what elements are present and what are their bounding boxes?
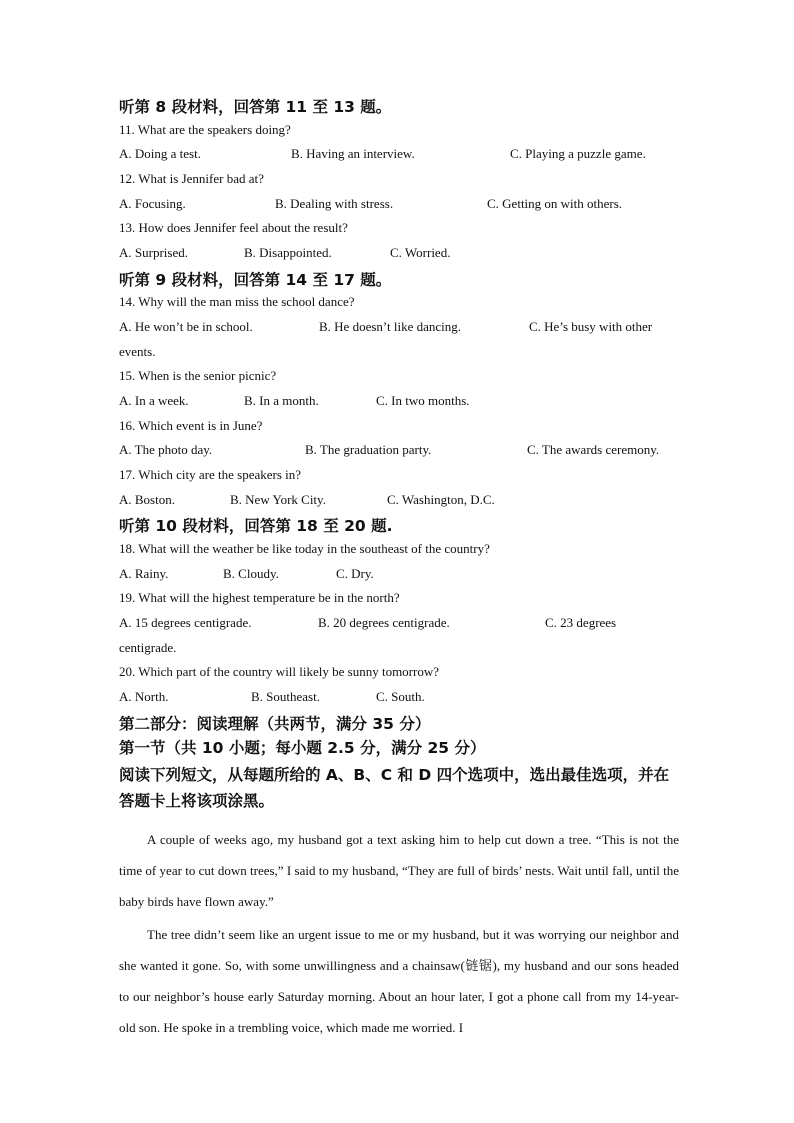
option-c: C. The awards ceremony. <box>527 442 660 458</box>
option-b: B. In a month. <box>244 392 319 408</box>
answer-options <box>119 614 679 639</box>
question-text: 12. What is Jennifer bad at? <box>119 170 264 186</box>
option-a: A. Rainy. <box>119 565 169 581</box>
option-a: A. North. <box>119 688 169 704</box>
option-b: B. He doesn’t like dancing. <box>319 318 462 334</box>
option-continuation: events. <box>119 343 156 359</box>
answer-options <box>119 565 679 590</box>
page-content <box>119 96 679 1043</box>
answer-options <box>119 318 679 343</box>
answer-options <box>119 491 679 516</box>
question-text: 16. Which event is in June? <box>119 417 263 433</box>
part-title: 第二部分：阅读理解（共两节，满分 35 分） <box>119 714 431 733</box>
question-text: 11. What are the speakers doing? <box>119 121 291 137</box>
option-a: A. He won’t be in school. <box>119 318 253 334</box>
option-b: B. New York City. <box>230 491 326 507</box>
option-b: B. 20 degrees centigrade. <box>318 614 450 630</box>
question-text: 13. How does Jennifer feel about the result? <box>119 220 348 236</box>
option-a: A. Boston. <box>119 491 175 507</box>
question-text: 15. When is the senior picnic? <box>119 368 277 384</box>
question-text: 17. Which city are the speakers in? <box>119 466 302 482</box>
option-c: C. Dry. <box>336 565 374 581</box>
option-a: A. Doing a test. <box>119 146 201 162</box>
option-a: A. Focusing. <box>119 195 186 211</box>
option-c: C. Getting on with others. <box>487 195 623 211</box>
question-text: 20. Which part of the country will likely be sunny tomorrow? <box>119 664 439 680</box>
section-heading: 听第 10 段材料，回答第 18 至 20 题. <box>119 517 393 536</box>
section-heading: 听第 8 段材料，回答第 11 至 13 题。 <box>119 98 392 116</box>
option-b: B. The graduation party. <box>305 442 432 458</box>
option-continuation: centigrade. <box>119 639 177 655</box>
option-c: C. In two months. <box>376 392 470 408</box>
passage-paragraph: A couple of weeks ago, my husband got a text asking him to help cut down a tree. “This is not the time of year to cut down trees,” I said to my husband, “They are full of birds’ nests. Wait until fall, until the baby birds have flown away.” <box>119 831 679 909</box>
option-a: A. Surprised. <box>119 244 188 260</box>
passage-paragraph: The tree didn’t seem like an urgent issue to me or my husband, but it was worrying our neighbor and she wanted it gone. So, with some unwillingness and a chainsaw(链锯), my husband and our sons headed to our neighbor’s house early Saturday morning. About an hour later, I got a phone call from my 14-year-old son. He spoke in a trembling voice, which made me worried. I <box>119 926 679 1035</box>
option-c: C. Playing a puzzle game. <box>510 146 646 162</box>
option-b: B. Cloudy. <box>223 565 279 581</box>
option-c: C. 23 degrees <box>545 614 617 630</box>
answer-options <box>119 441 679 466</box>
option-b: B. Southeast. <box>251 688 320 704</box>
option-c: C. South. <box>376 688 425 704</box>
question-text: 14. Why will the man miss the school dance? <box>119 294 355 310</box>
answer-options <box>119 145 679 170</box>
answer-options <box>119 392 679 417</box>
option-b: B. Disappointed. <box>244 244 332 260</box>
question-text: 18. What will the weather be like today in the southeast of the country? <box>119 540 490 556</box>
section-heading: 听第 9 段材料，回答第 14 至 17 题。 <box>119 270 392 289</box>
answer-options <box>119 195 679 220</box>
option-b: B. Having an interview. <box>291 146 415 162</box>
instructions: 阅读下列短文，从每题所给的 A、B、C 和 D 四个选项中，选出最佳选项，并在答题卡上将该项涂黑。 <box>119 765 670 810</box>
option-c: C. He’s busy with other <box>529 318 653 334</box>
option-b: B. Dealing with stress. <box>275 195 394 211</box>
option-a: A. 15 degrees centigrade. <box>119 614 252 630</box>
option-a: A. The photo day. <box>119 442 213 458</box>
answer-options <box>119 688 679 713</box>
option-a: A. In a week. <box>119 392 189 408</box>
option-c: C. Worried. <box>390 244 451 260</box>
question-text: 19. What will the highest temperature be in the north? <box>119 590 400 606</box>
option-c: C. Washington, D.C. <box>387 491 495 507</box>
section-title: 第一节（共 10 小题；每小题 2.5 分，满分 25 分） <box>119 739 486 758</box>
answer-options <box>119 244 679 269</box>
